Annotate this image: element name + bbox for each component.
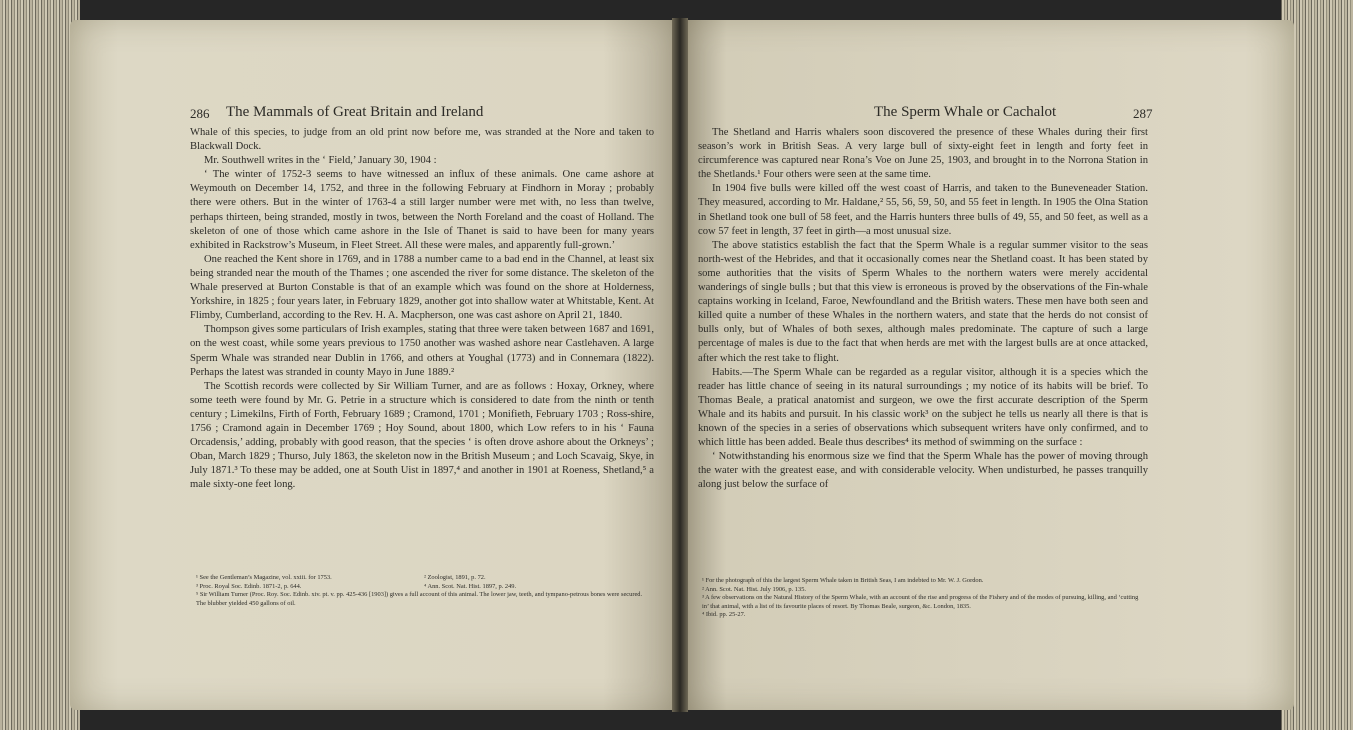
footnote: ¹ For the photograph of this the largest Sperm Whale taken in British Seas, I am indebted to Mr. W. J. Gordon. [702,577,984,584]
paragraph: The above statistics establish the fact that the Sperm Whale is a regular summer visitor to the seas north-west of the Hebrides, and that it occasionally comes near the Shetland coast. It has been stated by some authorities that the visits of Sperm Whales to the northern waters were merely accidental wanderings of single bulls ; but that this view is erroneous is proved by the observations of the Fin-whale captains working in Iceland, Faroe, Newfoundland and the British waters. These men have both seen and killed quite a number of these Whales in the northern waters, and state that the herds do not consist of bulls only, but of Whales of both sexes, although males predominate. The capture of such a large percentage of males is due to the fact that when herds are met with the largest bulls are at once attacked, after which the rest take to flight. [698,239,1148,364]
right-running-head: The Sperm Whale or Cachalot [874,104,1057,120]
footnote: ² Zoologist, 1891, p. 72. [424,574,486,581]
footnote-row [196,574,652,583]
paragraph: Whale of this species, to judge from an old print now before me, was stranded at the Nore and taken to Blackwall Dock. [190,127,654,153]
left-body-text [190,126,654,492]
paragraph: The Scottish records were collected by Sir William Turner, and are as follows : Hoxay, Orkney, where some teeth were found by Mr. G. Petrie in a structure which is considered to date from the ninth or tenth century ; Limekilns, Firth of Forth, February 1689 ; Cramond, 1701 ; Monifieth, February 1703 ; Ross-shire, 1756 ; Cramond again in December 1769 ; Hoy Sound, about 1800, which Low refers to in his ‘ Fauna Orcadensis,’ adding, probably with good reason, that the species ‘ is often drove ashore about the Orkneys’ ; Oban, March 1829 ; Thurso, July 1863, the skeleton now in the British Museum ; and Loch Scavaig, Skye, in July 1871.³ To these may be added, one at South Uist in 1897,⁴ and another in 1901 at Roeness, Shetland,⁵ a male sixty-one feet long. [190,380,654,491]
paragraph: In 1904 five bulls were killed off the west coast of Harris, and taken to the Buneveneader Station. They measured, according to Mr. Haldane,² 55, 56, 59, 50, and 55 feet in length. In 1905 the Olna Station in Shetland took one bull of 58 feet, and the Harris hunters three bulls of 49, 55, and 50 feet, as well as a cow 57 feet in length, 37 feet in girth—a most unusual size. [698,183,1148,237]
right-body-text [698,126,1148,492]
left-running-head: The Mammals of Great Britain and Ireland [226,104,484,120]
right-page-number: 287 [1133,106,1153,121]
paragraph: Mr. Southwell writes in the ‘ Field,’ January 30, 1904 : [204,155,437,167]
footnote: ³ A few observations on the Natural History of the Sperm Whale, with an account of the rise and progress of the Fishery and of the modes of pursuing, killing, and ‘cutting in’ that animal, with a list of its favourite places of resort. By Thomas Beale, surgeon, &c. London, 1835. [702,594,1139,610]
footnote: ⁴ Ann. Scot. Nat. Hist. 1897, p. 249. [424,582,517,590]
footnote: ³ Proc. Royal Soc. Edinb. 1871-2, p. 644. [196,582,302,590]
paragraph: ‘ The winter of 1752-3 seems to have witnessed an influx of these animals. One came ashore at Weymouth on December 14, 1752, and three in the following February at Findhorn in Moray ; probably there were others. But in the winter of 1763-4 a still larger number were met with, no less than twelve, perhaps thirteen, being stranded, mostly in twos, between the North Foreland and the coast of Holland. The skeleton of one of those which came ashore in the Isle of Thanet is said to have been for many years exhibited in Rackstrow’s Museum, in Fleet Street. All these were males, and apparently full-grown.’ [190,169,654,251]
paragraph: ‘ Notwithstanding his enormous size we find that the Sperm Whale has the power of moving through the water with the greatest ease, and with considerable velocity. When undisturbed, he passes tranquilly along just below the surface of [698,451,1148,491]
footnote: ⁵ Sir William Turner (Proc. Roy. Soc. Edinb. xiv. pt. v. pp. 425-436 [1903]) gives a full account of this animal. The lower jaw, teeth, and tympano-petrous bones were secured. The blubber yielded 450 gallons of oil. [196,591,643,607]
book-edge-left [0,0,80,730]
left-page-number: 286 [190,106,210,121]
left-footnotes [196,574,652,608]
paragraph: The Shetland and Harris whalers soon discovered the presence of these Whales during their first season’s work in British Seas. A very large bull of sixty-eight feet in length and forty feet in circumference was captured near Rona’s Voe on June 25, 1903, and brought in to the Norrona Station in the Shetlands.¹ Four others were seen at the same time. [698,127,1148,181]
paragraph: Habits.—The Sperm Whale can be regarded as a regular visitor, although it is a species which the reader has little chance of seeing in its natural surroundings ; my notice of its habits will be brief. To Thomas Beale, a pratical anatomist and surgeon, we owe the first accurate description of the Sperm Whale and its habits and pursuit. In his classic work³ on the subject he tells us nearly all there is that is known of the species in a series of observations which subsequent writers have only confirmed, and to which little has been added. Beale thus describes⁴ its method of swimming on the surface : [698,366,1148,449]
paragraph: One reached the Kent shore in 1769, and in 1788 a number came to a bad end in the Channel, at least six being stranded near the mouth of the Thames ; one ascended the river for some distance. The skeleton of the Whale preserved at Burton Constable is that of an example which was found on the shore at Holderness, Yorkshire, in 1825 ; four years later, in February 1829, another got into shallow water at Whitstable, Kent. At Flimby, Cumberland, according to the Rev. H. A. Macpherson, one was cast ashore on April 21, 1840. [190,253,654,322]
footnote: ² Ann. Scot. Nat. Hist. July 1906, p. 135. [702,585,806,593]
right-footnotes [702,577,1146,620]
paragraph: Thompson gives some particulars of Irish examples, stating that three were taken between 1687 and 1691, on the west coast, while some years previous to 1750 another was washed ashore near Castlehaven. A large Sperm Whale was stranded near Dublin in 1766, and others at Youghal (1773) and in Connemara (1822). Perhaps the latest was stranded in county Mayo in June 1889.² [190,324,654,378]
footnote: ⁴ Ibid. pp. 25-27. [702,611,746,619]
book-gutter [672,18,688,712]
footnote-row [196,583,652,592]
footnote: ¹ See the Gentleman’s Magazine, vol. xxiii. for 1753. [196,574,332,581]
